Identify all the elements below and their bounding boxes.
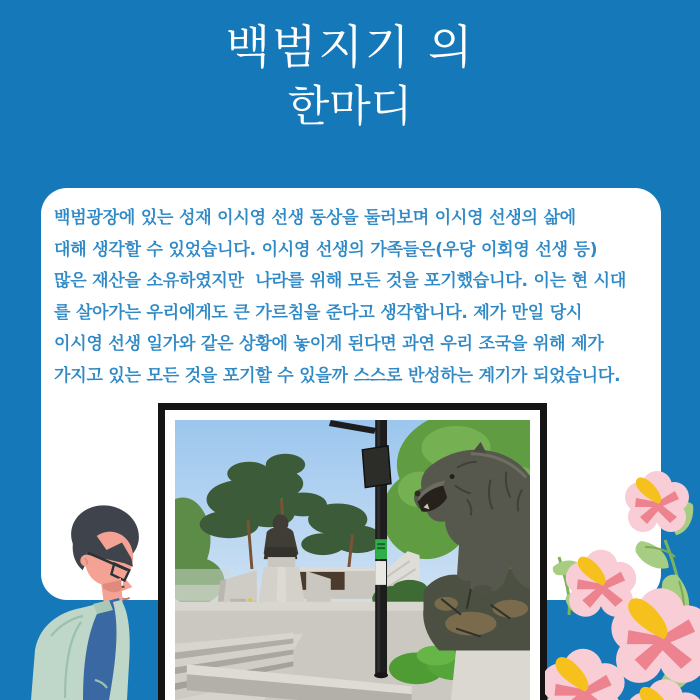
- quote-line-3: 많은 재산을 소유하였지만 나라를 위해 모든 것을 포기했습니다. 이는 현 시대: [54, 271, 627, 292]
- flower-bottom-left: [545, 649, 625, 700]
- quote-line-6: 가지고 있는 모든 것을 포기할 수 있을까 스스로 반성하는 계기가 되었습니다.: [54, 365, 621, 386]
- white-sticker: [375, 561, 386, 585]
- flower-left: [566, 550, 636, 617]
- pole-box: [362, 446, 391, 488]
- photo-frame: [158, 403, 547, 700]
- quote-text: [41, 188, 661, 393]
- tiger-eye: [450, 474, 455, 479]
- quote-line-1: 백범광장에 있는 성재 이시영 선생 동상을 둘러보며 이시영 선생의 삶에: [54, 208, 576, 228]
- quote-line-2: 대해 생각할 수 있었습니다. 이시영 선생의 가족들은(우당 이회영 선생 등): [54, 239, 598, 260]
- bowing-man-illustration: [25, 500, 165, 700]
- tiger-paw: [473, 585, 493, 597]
- flower-top: [625, 471, 689, 532]
- title-line-2: 한마디: [287, 82, 413, 132]
- statue-plaza-photo: [175, 420, 530, 700]
- tiger-nose: [415, 491, 421, 497]
- man-mouth: [121, 596, 129, 600]
- quote-line-5: 이시영 선생 일가와 같은 상황에 놓이게 된다면 과연 우리 조국을 위해 제가: [54, 334, 604, 355]
- quote-line-4: 를 살아가는 우리에게도 큰 가르침을 준다고 생각합니다. 제가 만일 당시: [54, 302, 583, 323]
- title-line-1: 백범지기 의: [225, 20, 475, 74]
- poster-title: [0, 14, 700, 134]
- flower-cluster-illustration: [545, 445, 700, 700]
- pedestal-top: [268, 557, 296, 567]
